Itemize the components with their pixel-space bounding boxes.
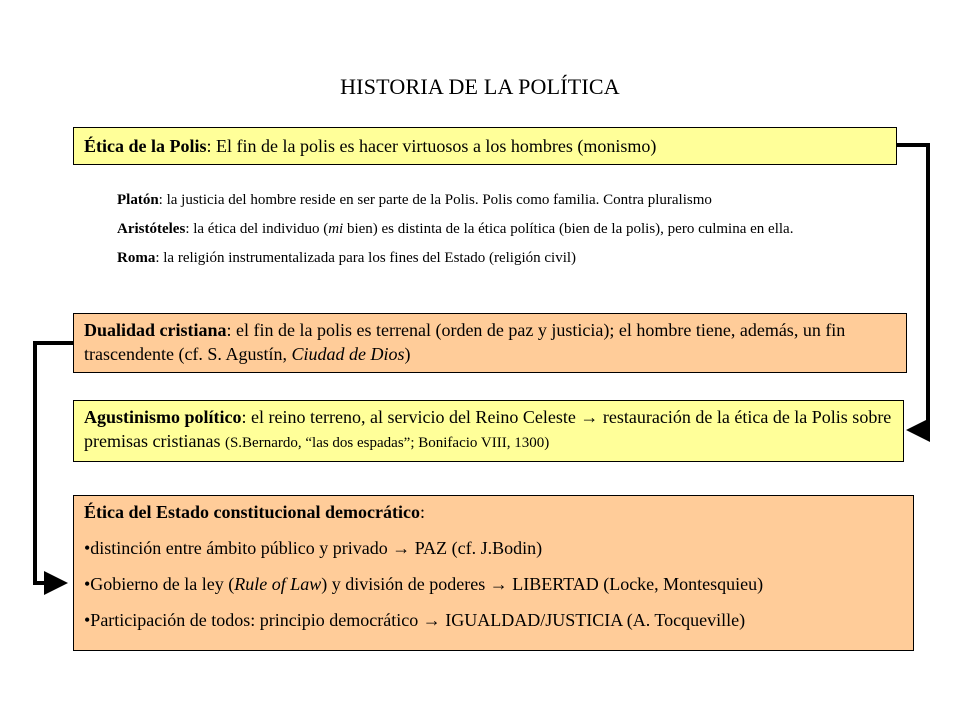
arrow-polis-to-agustinismo <box>897 145 928 430</box>
bullet-paz: •distinción entre ámbito público y privado → PAZ (cf. J.Bodin) <box>84 538 543 558</box>
box-italic: Ciudad de Dios <box>291 344 405 364</box>
note-text: : la ética del individuo ( <box>185 221 329 237</box>
note-text: : la justicia del hombre reside en ser parte de la Polis. Polis como familia. Contra pluralismo <box>158 192 712 208</box>
bullet-text: ) y división de poderes → LIBERTAD (Locke, Montesquieu) <box>321 574 764 594</box>
box-term: Dualidad cristiana <box>84 320 227 340</box>
box-text: : El fin de la polis es hacer virtuosos a los hombres (monismo) <box>206 136 657 156</box>
box-text: : el fin de la polis es terrenal (orden de paz y justicia); el hombre tiene, además, un fin trascendente (cf. S. Agustín, <box>84 320 846 364</box>
arrow-dualidad-to-estado <box>35 343 73 583</box>
note-text: : la religión instrumentalizada para los fines del Estado (religión civil) <box>155 250 577 266</box>
note-term: Aristóteles <box>117 221 186 237</box>
box-citation: (S.Bernardo, “las dos espadas”; Bonifacio VIII, 1300) <box>224 435 550 451</box>
box-term: Ética del Estado constitucional democrático <box>84 502 420 522</box>
box-term: Agustinismo político <box>84 407 242 427</box>
box-heading-end: : <box>419 502 425 522</box>
note-term: Roma <box>117 250 156 266</box>
box-text: : el reino terreno, al servicio del Reino Celeste → restauración de la ética de la Polis sobre premisas cristianas <box>84 407 892 451</box>
page-title: HISTORIA DE LA POLÍTICA <box>340 74 620 99</box>
bullet-italic: Rule of Law <box>234 574 322 594</box>
note-italic: mi <box>328 221 344 237</box>
box-term: Ética de la Polis <box>84 136 207 156</box>
note-text: bien) es distinta de la ética política (bien de la polis), pero culmina en ella. <box>343 221 794 237</box>
note-term: Platón <box>117 192 159 208</box>
bullet-igualdad: •Participación de todos: principio democrático → IGUALDAD/JUSTICIA (A. Tocqueville) <box>84 610 746 630</box>
box-text-end: ) <box>404 344 411 364</box>
bullet-text: •Gobierno de la ley ( <box>84 574 235 594</box>
